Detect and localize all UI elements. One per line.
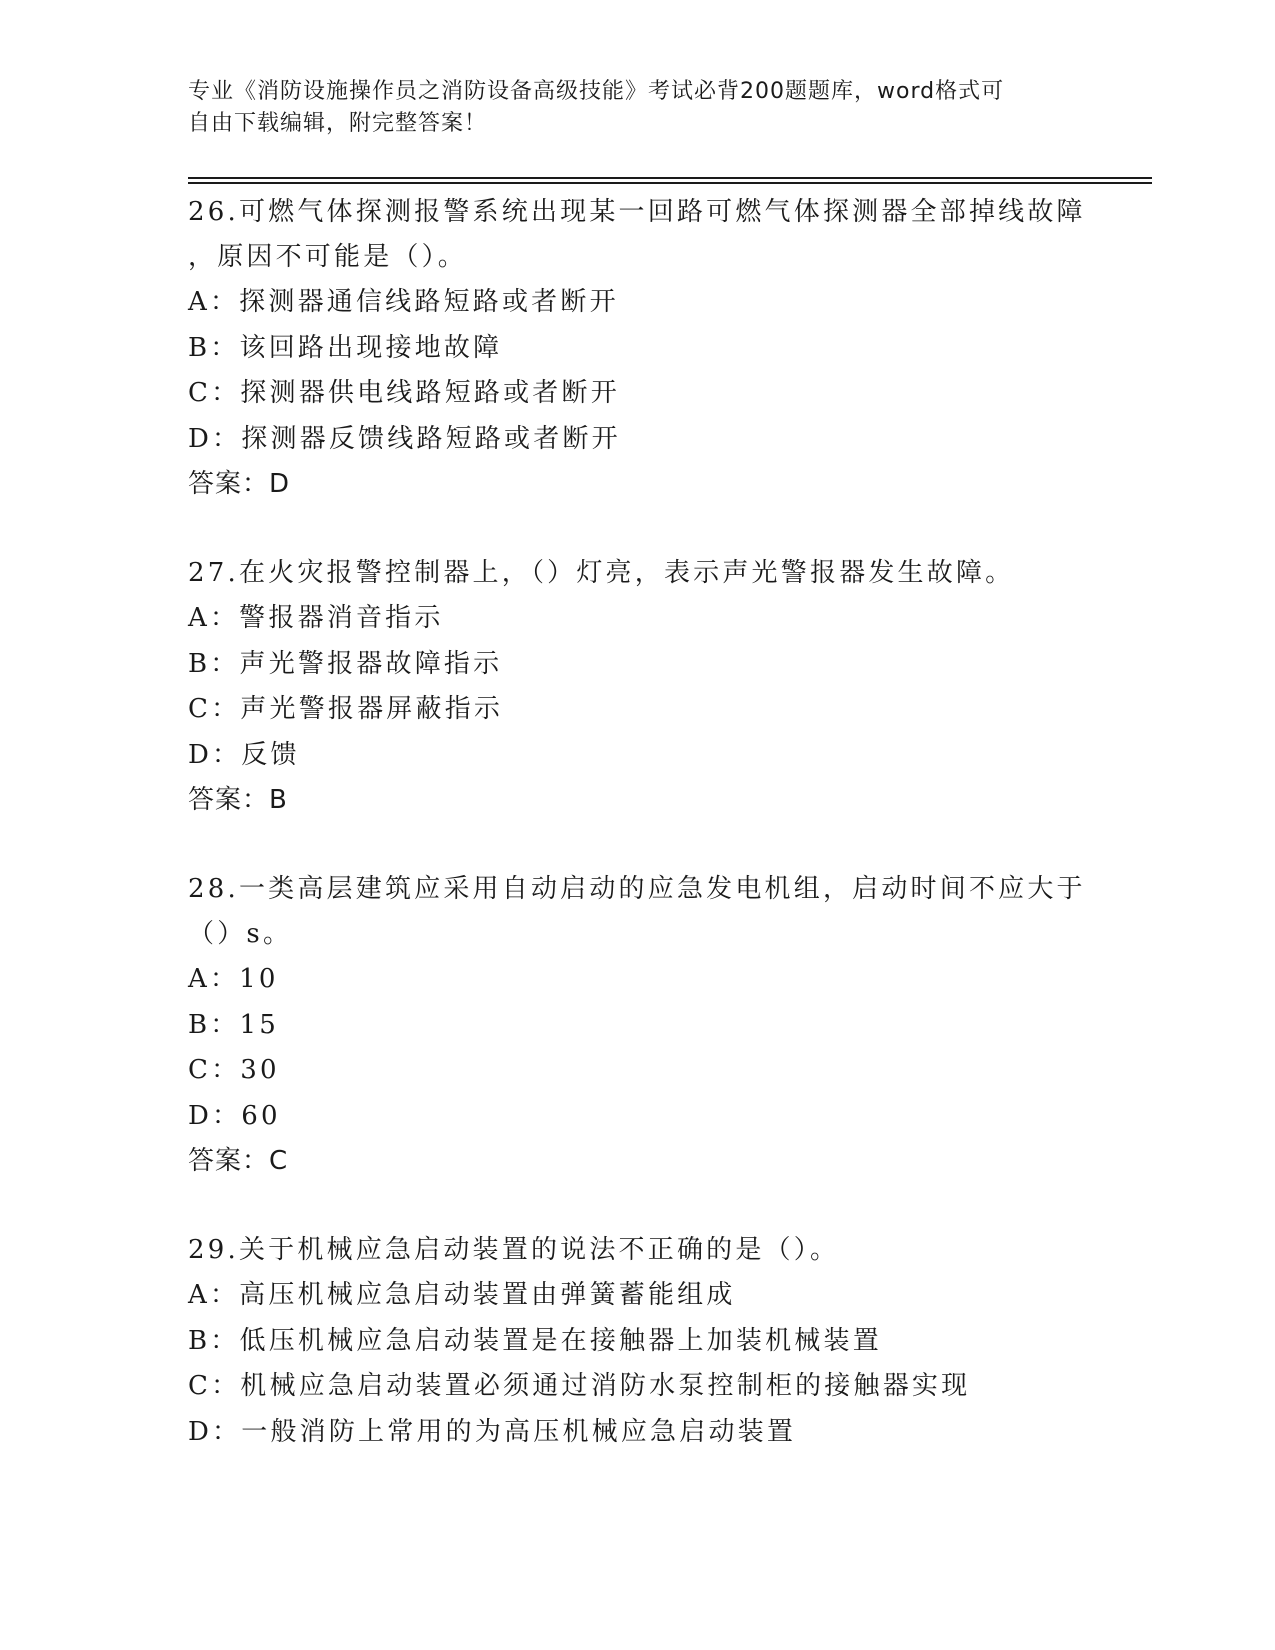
- option-a: A：高压机械应急启动装置由弹簧蓄能组成: [188, 1280, 736, 1310]
- option-d: D：60: [188, 1100, 281, 1131]
- question-26: [188, 190, 1088, 507]
- option-d: D：探测器反馈线路短路或者断开: [188, 423, 621, 454]
- option-b: B：声光警报器故障指示: [188, 648, 503, 679]
- option-a: A：10: [188, 964, 279, 994]
- question-27: [188, 551, 1088, 823]
- option-c: C：机械应急启动装置必须通过消防水泵控制柜的接触器实现: [188, 1371, 971, 1401]
- question-text-line: ，原因不可能是（）。: [188, 242, 468, 272]
- option-b: B：该回路出现接地故障: [188, 332, 503, 363]
- header-divider-bottom: [188, 182, 1152, 184]
- question-text-line: 28.一类高层建筑应采用自动启动的应急发电机组，启动时间不应大于: [188, 874, 1086, 904]
- question-text: [188, 867, 1088, 957]
- question-29: [188, 1228, 1088, 1455]
- option-d: D：一般消防上常用的为高压机械应急启动装置: [188, 1416, 797, 1447]
- question-text: [188, 190, 1088, 280]
- header-divider-top: [188, 177, 1152, 179]
- question-list: [188, 190, 1088, 1499]
- question-text: [188, 1228, 1088, 1273]
- answer-line: 答案：B: [188, 785, 288, 815]
- answer-line: 答案：D: [188, 469, 291, 499]
- header-line-1: 专业《消防设施操作员之消防设备高级技能》考试必背200题题库，word格式可: [188, 79, 1005, 104]
- document-header: [188, 76, 1088, 140]
- option-d: D：反馈: [188, 739, 300, 770]
- question-text-line: （）s。: [188, 919, 293, 949]
- question-text-line: 29.关于机械应急启动装置的说法不正确的是（）。: [188, 1235, 840, 1265]
- header-line-2: 自由下载编辑，附完整答案！: [188, 111, 488, 136]
- question-text-line: 26.可燃气体探测报警系统出现某一回路可燃气体探测器全部掉线故障: [188, 197, 1086, 227]
- answer-line: 答案：C: [188, 1146, 289, 1176]
- option-a: A：探测器通信线路短路或者断开: [188, 287, 619, 317]
- option-b: B：低压机械应急启动装置是在接触器上加装机械装置: [188, 1325, 882, 1356]
- question-text: [188, 551, 1088, 596]
- question-28: [188, 867, 1088, 1184]
- option-a: A：警报器消音指示: [188, 603, 444, 633]
- question-text-line: 27.在火灾报警控制器上，（）灯亮，表示声光警报器发生故障。: [188, 558, 1015, 588]
- option-c: C：探测器供电线路短路或者断开: [188, 378, 620, 408]
- option-c: C：30: [188, 1055, 280, 1085]
- option-c: C：声光警报器屏蔽指示: [188, 694, 504, 724]
- option-b: B：15: [188, 1009, 279, 1040]
